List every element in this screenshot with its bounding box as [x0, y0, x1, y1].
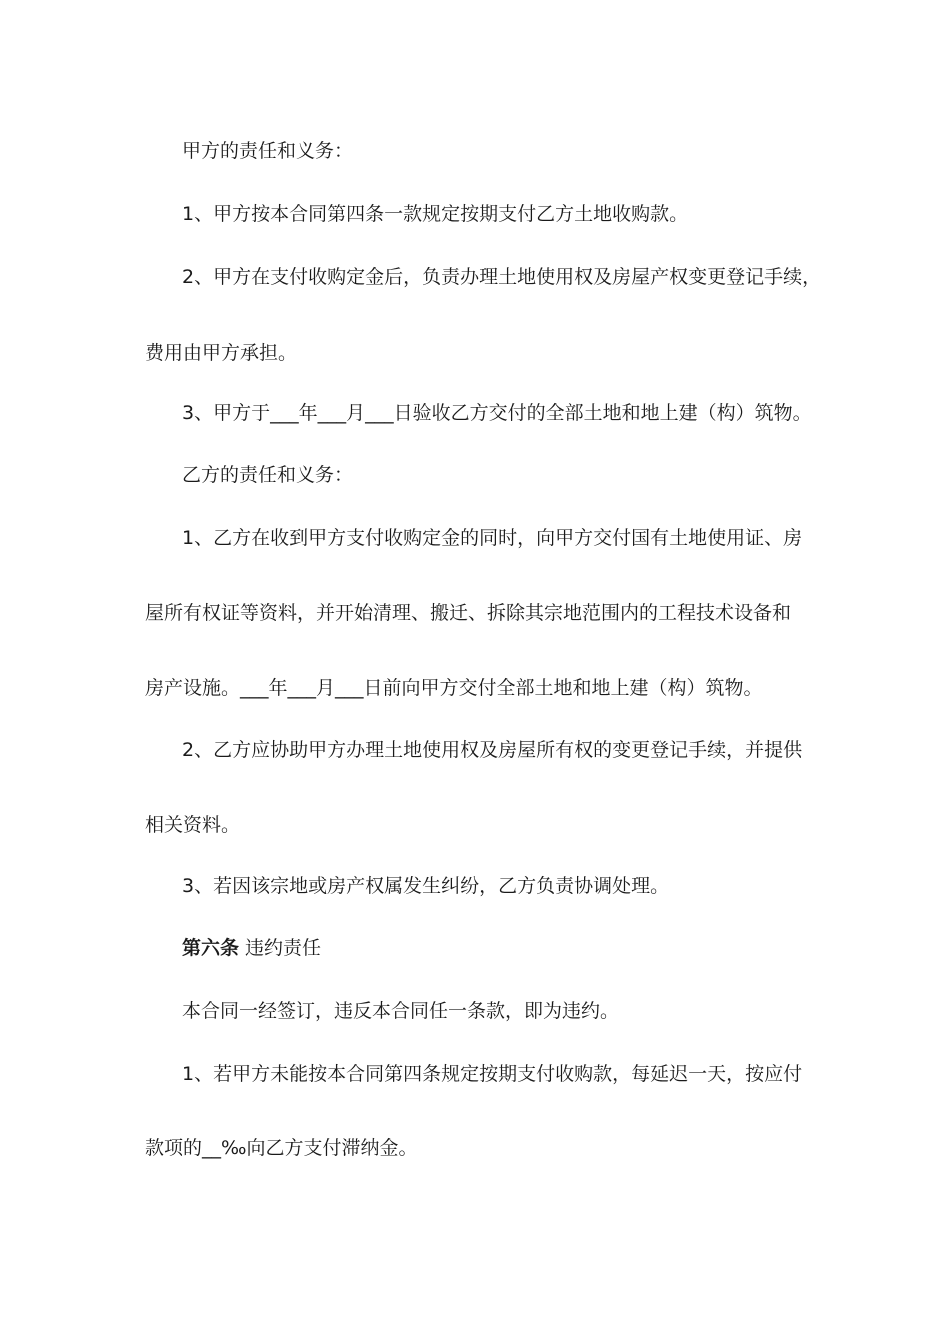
paragraph-party-a-item-2-cont: 费用由甲方承担。 [145, 342, 298, 364]
paragraph-party-b-item-1: 1、乙方在收到甲方支付收购定金的同时，向甲方交付国有土地使用证、房 [182, 527, 803, 549]
paragraph-party-b-item-1-cont: 屋所有权证等资料，并开始清理、搬迁、拆除其宗地范围内的工程技术设备和 [145, 602, 792, 624]
paragraph-party-a-heading: 甲方的责任和义务： [182, 140, 354, 162]
paragraph-party-b-item-1-cont2: 房产设施。___年___月___日前向甲方交付全部土地和地上建（构）筑物。 [145, 677, 763, 699]
paragraph-party-b-item-3: 3、若因该宗地或房产权属发生纠纷，乙方负责协调处理。 [182, 875, 670, 897]
paragraph-party-b-item-2-cont: 相关资料。 [145, 814, 241, 836]
paragraph-party-b-item-2: 2、乙方应协助甲方办理土地使用权及房屋所有权的变更登记手续，并提供 [182, 739, 803, 761]
paragraph-party-a-item-2: 2、甲方在支付收购定金后，负责办理土地使用权及房屋产权变更登记手续， [182, 266, 822, 288]
paragraph-breach-item-1: 1、若甲方未能按本合同第四条规定按期支付收购款，每延迟一天，按应付 [182, 1063, 803, 1085]
paragraph-party-b-heading: 乙方的责任和义务： [182, 464, 354, 486]
section-number: 第六条 [182, 937, 240, 959]
section-title: 违约责任 [239, 937, 322, 959]
paragraph-party-a-item-1: 1、甲方按本合同第四条一款规定按期支付乙方土地收购款。 [182, 203, 689, 225]
paragraph-party-a-item-3: 3、甲方于___年___月___日验收乙方交付的全部土地和地上建（构）筑物。 [182, 402, 812, 424]
paragraph-breach-item-1-cont: 款项的__‰向乙方支付滞纳金。 [145, 1137, 418, 1159]
paragraph-breach-intro: 本合同一经签订，违反本合同任一条款，即为违约。 [182, 1000, 620, 1022]
section-heading [182, 935, 852, 961]
